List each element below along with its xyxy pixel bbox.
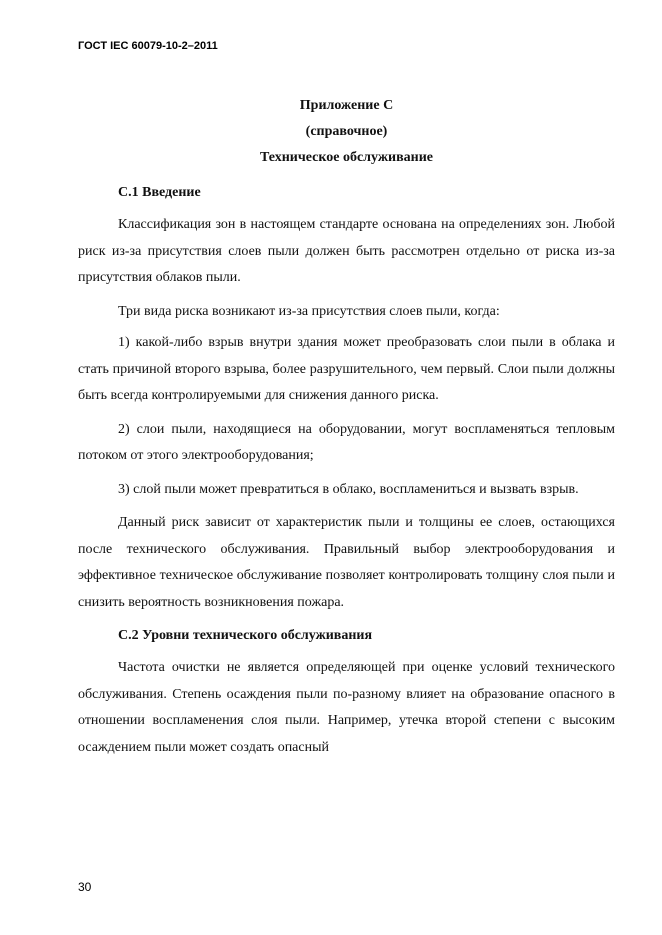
list-item: 1) какой-либо взрыв внутри здания может преобразовать слои пыли в облака и стать причиной второго взрыва, более разрушительного, чем первый. Слои пыли должны быть всегда контролируемыми для снижения данного риска. xyxy=(78,335,615,403)
appendix-subject: Техническое обслуживание xyxy=(260,150,433,165)
section-heading-c2: С.2 Уровни технического обслуживания xyxy=(118,628,373,643)
appendix-title-block xyxy=(78,93,615,171)
document-body xyxy=(78,180,615,768)
paragraph: Классификация зон в настоящем стандарте основана на определениях зон. Любой риск из-за присутствия слоев пыли должен быть рассмотрен отдельно от риска из-за присутствия облаков пыли. xyxy=(78,217,615,285)
section-heading-c1: С.1 Введение xyxy=(118,185,201,200)
standard-header: ГОСТ IEC 60079-10-2–2011 xyxy=(78,40,218,52)
appendix-title: Приложение С xyxy=(299,98,394,113)
page-number: 30 xyxy=(78,880,92,894)
paragraph: Данный риск зависит от характеристик пыли и толщины ее слоев, остающихся после технического обслуживания. Правильный выбор электрооборудования и эффективное техническое обслуживание позволяет контролировать толщину слоя пыли и снизить вероятность возникновения пожара. xyxy=(78,515,615,610)
list-item: 2) слои пыли, находящиеся на оборудовании, могут воспламеняться тепловым потоком от этого электрооборудования; xyxy=(78,421,615,463)
list-item: 3) слой пыли может превратиться в облако, воспламениться и вызвать взрыв. xyxy=(118,481,579,497)
paragraph: Частота очистки не является определяющей при оценке условий технического обслуживания. Степень осаждения пыли по-разному влияет на образование опасного в отношении воспламенения слоя пыли. Например, утечка второй степени с высоким осаждением пыли может создать опасный xyxy=(78,660,615,755)
paragraph: Три вида риска возникают из-за присутствия слоев пыли, когда: xyxy=(118,303,500,319)
appendix-type: (справочное) xyxy=(305,124,388,139)
